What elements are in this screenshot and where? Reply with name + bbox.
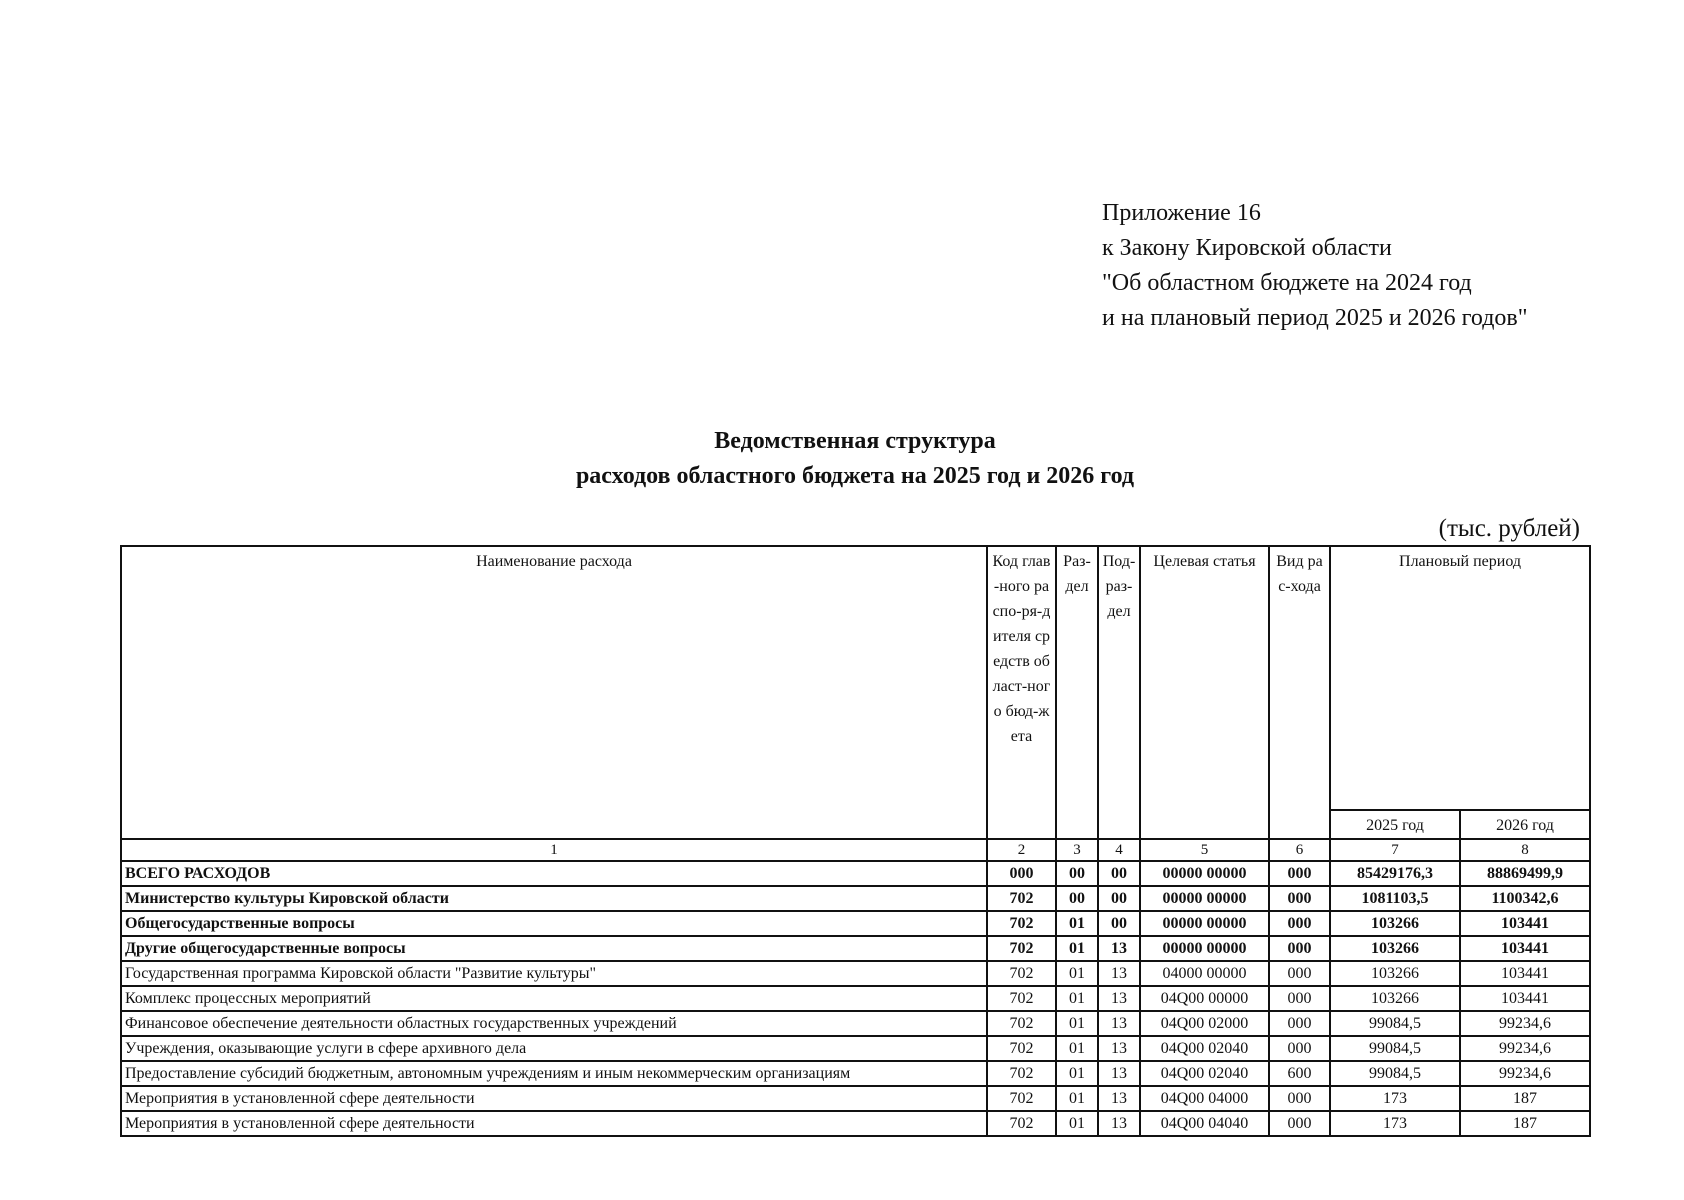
header-planned-period: Плановый период [1330,546,1590,810]
cell-type: 000 [1269,986,1330,1011]
cell-subsection: 13 [1098,1061,1140,1086]
cell-amount-2026: 103441 [1460,986,1590,1011]
cell-amount-2025: 103266 [1330,911,1460,936]
header-type: Вид рас-хода [1269,546,1330,839]
cell-type: 000 [1269,886,1330,911]
title-line-1: Ведомственная структура [714,428,996,454]
cell-amount-2025: 103266 [1330,986,1460,1011]
cell-code: 702 [987,1086,1056,1111]
budget-table [120,545,1591,1137]
cell-amount-2025: 85429176,3 [1330,861,1460,886]
cell-amount-2025: 173 [1330,1086,1460,1111]
cell-code: 702 [987,1036,1056,1061]
header-year-2025: 2025 год [1330,810,1460,839]
cell-type: 000 [1269,1011,1330,1036]
cell-amount-2026: 187 [1460,1086,1590,1111]
cell-subsection: 00 [1098,911,1140,936]
cell-type: 000 [1269,1111,1330,1136]
cell-subsection: 13 [1098,961,1140,986]
cell-subsection: 00 [1098,861,1140,886]
cell-amount-2026: 103441 [1460,936,1590,961]
cell-name: Предоставление субсидий бюджетным, автономным учреждениям и иным некоммерческим организациям [121,1061,987,1086]
table-row [121,1111,1590,1136]
cell-target: 04Q00 00000 [1140,986,1269,1011]
cell-target: 00000 00000 [1140,861,1269,886]
header-code: Код глав-ного распо-ря-дителя средств област-ного бюд-жета [987,546,1056,839]
cell-type: 000 [1269,936,1330,961]
cell-type: 000 [1269,1086,1330,1111]
table-row [121,861,1590,886]
cell-type: 000 [1269,861,1330,886]
table-row [121,1036,1590,1061]
cell-name: Комплекс процессных мероприятий [121,986,987,1011]
cell-amount-2025: 99084,5 [1330,1061,1460,1086]
cell-amount-2026: 88869499,9 [1460,861,1590,886]
cell-subsection: 13 [1098,1036,1140,1061]
cell-target: 04Q00 02040 [1140,1036,1269,1061]
cell-type: 600 [1269,1061,1330,1086]
appendix-line-1: Приложение 16 [1102,200,1261,226]
header-year-2026: 2026 год [1460,810,1590,839]
table-row [121,936,1590,961]
cell-section: 01 [1056,961,1098,986]
cell-section: 00 [1056,861,1098,886]
table-row [121,961,1590,986]
cell-subsection: 00 [1098,886,1140,911]
cell-amount-2026: 103441 [1460,911,1590,936]
cell-code: 702 [987,986,1056,1011]
cell-code: 702 [987,886,1056,911]
cell-code: 702 [987,961,1056,986]
cell-name: Государственная программа Кировской области "Развитие культуры" [121,961,987,986]
cell-amount-2026: 99234,6 [1460,1011,1590,1036]
column-index: 5 [1140,839,1269,861]
cell-target: 04Q00 04000 [1140,1086,1269,1111]
cell-amount-2026: 99234,6 [1460,1061,1590,1086]
cell-amount-2026: 103441 [1460,961,1590,986]
cell-amount-2026: 187 [1460,1111,1590,1136]
column-index: 1 [121,839,987,861]
cell-section: 01 [1056,911,1098,936]
column-index: 4 [1098,839,1140,861]
table-row [121,911,1590,936]
units-label: (тыс. рублей) [1438,515,1580,542]
cell-name: Учреждения, оказывающие услуги в сфере архивного дела [121,1036,987,1061]
cell-target: 00000 00000 [1140,911,1269,936]
table-row [121,1086,1590,1111]
cell-subsection: 13 [1098,1011,1140,1036]
cell-amount-2025: 103266 [1330,961,1460,986]
cell-section: 01 [1056,936,1098,961]
table-row [121,1061,1590,1086]
cell-name: Министерство культуры Кировской области [121,886,987,911]
column-index: 8 [1460,839,1590,861]
cell-name: Общегосударственные вопросы [121,911,987,936]
cell-target: 04000 00000 [1140,961,1269,986]
cell-amount-2025: 99084,5 [1330,1036,1460,1061]
cell-amount-2025: 173 [1330,1111,1460,1136]
cell-section: 01 [1056,1036,1098,1061]
cell-amount-2025: 1081103,5 [1330,886,1460,911]
cell-amount-2026: 99234,6 [1460,1036,1590,1061]
appendix-header [1102,196,1528,336]
appendix-line-3: "Об областном бюджете на 2024 год [1102,270,1472,296]
column-index: 7 [1330,839,1460,861]
cell-name: Мероприятия в установленной сфере деятельности [121,1111,987,1136]
title-line-2: расходов областного бюджета на 2025 год и 2026 год [575,463,1135,489]
cell-code: 702 [987,1061,1056,1086]
cell-name: ВСЕГО РАСХОДОВ [121,861,987,886]
cell-subsection: 13 [1098,1086,1140,1111]
appendix-line-4: и на плановый период 2025 и 2026 годов" [1102,305,1528,331]
cell-target: 04Q00 02040 [1140,1061,1269,1086]
column-index: 3 [1056,839,1098,861]
cell-type: 000 [1269,911,1330,936]
cell-section: 01 [1056,1061,1098,1086]
table-row [121,886,1590,911]
cell-section: 01 [1056,1086,1098,1111]
column-index: 6 [1269,839,1330,861]
header-name: Наименование расхода [121,546,987,839]
cell-target: 04Q00 04040 [1140,1111,1269,1136]
cell-amount-2025: 103266 [1330,936,1460,961]
cell-target: 00000 00000 [1140,936,1269,961]
cell-amount-2026: 1100342,6 [1460,886,1590,911]
appendix-line-2: к Закону Кировской области [1102,235,1392,261]
cell-name: Финансовое обеспечение деятельности областных государственных учреждений [121,1011,987,1036]
column-index: 2 [987,839,1056,861]
cell-amount-2025: 99084,5 [1330,1011,1460,1036]
cell-name: Другие общегосударственные вопросы [121,936,987,961]
cell-section: 01 [1056,986,1098,1011]
cell-section: 01 [1056,1011,1098,1036]
cell-code: 702 [987,911,1056,936]
document-title [300,424,1410,494]
header-subsection: Под-раз-дел [1098,546,1140,839]
header-section: Раз-дел [1056,546,1098,839]
cell-code: 702 [987,936,1056,961]
cell-code: 702 [987,1111,1056,1136]
cell-code: 000 [987,861,1056,886]
cell-subsection: 13 [1098,1111,1140,1136]
cell-subsection: 13 [1098,986,1140,1011]
header-row [121,546,1590,810]
table-row [121,986,1590,1011]
cell-target: 04Q00 02000 [1140,1011,1269,1036]
cell-type: 000 [1269,1036,1330,1061]
cell-section: 00 [1056,886,1098,911]
cell-section: 01 [1056,1111,1098,1136]
cell-code: 702 [987,1011,1056,1036]
column-index-row [121,839,1590,861]
cell-type: 000 [1269,961,1330,986]
table-row [121,1011,1590,1036]
header-target: Целевая статья [1140,546,1269,839]
cell-name: Мероприятия в установленной сфере деятельности [121,1086,987,1111]
cell-subsection: 13 [1098,936,1140,961]
cell-target: 00000 00000 [1140,886,1269,911]
